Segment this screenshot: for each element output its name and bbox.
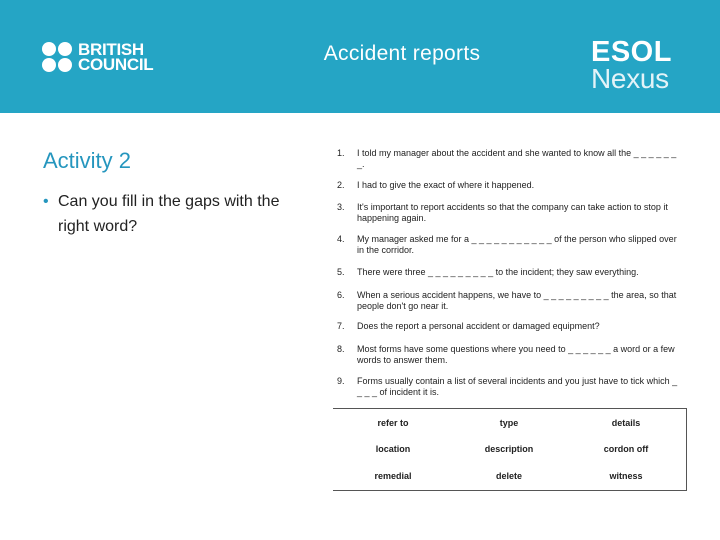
question-number: 8. — [337, 344, 345, 354]
page-title: Accident reports — [323, 42, 481, 65]
question-text: Most forms have some questions where you need to _ _ _ _ _ _ a word or a few words to answer them. — [357, 344, 675, 365]
question-number: 5. — [337, 267, 345, 277]
question-text: When a serious accident happens, we have to _ _ _ _ _ _ _ _ _ the area, so that people don't go near it. — [357, 290, 677, 311]
question-text: There were three _ _ _ _ _ _ _ _ _ to the incident; they saw everything. — [357, 267, 639, 277]
question-text: I had to give the exact of where it happened. — [357, 180, 535, 190]
question-text: Forms usually contain a list of several incidents and you just have to tick which _ _ _ _ of incident it is. — [357, 376, 678, 397]
word-box-word: type — [499, 418, 519, 428]
word-box-word: location — [375, 444, 411, 454]
word-box-word: cordon off — [603, 444, 649, 454]
question-text: My manager asked me for a _ _ _ _ _ _ _ _ _ _ _ of the person who slipped over in the corridor. — [357, 234, 677, 255]
bullet-icon: • — [43, 193, 49, 210]
esol-logo-line1: ESOL — [591, 36, 672, 68]
activity-heading: Activity 2 — [43, 148, 132, 173]
british-council-logo — [42, 42, 182, 76]
question-number: 2. — [337, 180, 345, 190]
logo-text-line1: BRITISH — [78, 40, 144, 59]
header-banner — [0, 0, 720, 113]
esol-logo-line2: Nexus — [591, 63, 669, 94]
british-council-dots-icon — [42, 42, 74, 74]
instruction-bullet — [43, 189, 313, 239]
instruction-text: Can you fill in the gaps with the right word? — [58, 193, 280, 235]
word-box-word: refer to — [377, 418, 409, 428]
question-number: 9. — [337, 376, 345, 386]
word-box-word: witness — [609, 471, 643, 481]
question-number: 4. — [337, 234, 345, 244]
question-number: 1. — [337, 148, 345, 158]
word-box-word: details — [611, 418, 641, 428]
word-box-word: delete — [495, 471, 522, 481]
esol-nexus-logo — [591, 38, 691, 92]
word-box — [333, 408, 687, 491]
question-number: 6. — [337, 290, 345, 300]
logo-text-line2: COUNCIL — [78, 55, 154, 74]
question-number: 7. — [337, 321, 345, 331]
question-text: I told my manager about the accident and she wanted to know all the _ _ _ _ _ _ _. — [357, 148, 677, 169]
word-box-word: remedial — [374, 471, 412, 481]
question-number: 3. — [337, 202, 345, 212]
question-text: Does the report a personal accident or damaged equipment? — [357, 321, 600, 331]
question-text: It's important to report accidents so that the company can take action to stop it happening again. — [357, 202, 668, 223]
word-box-word: description — [484, 444, 534, 454]
